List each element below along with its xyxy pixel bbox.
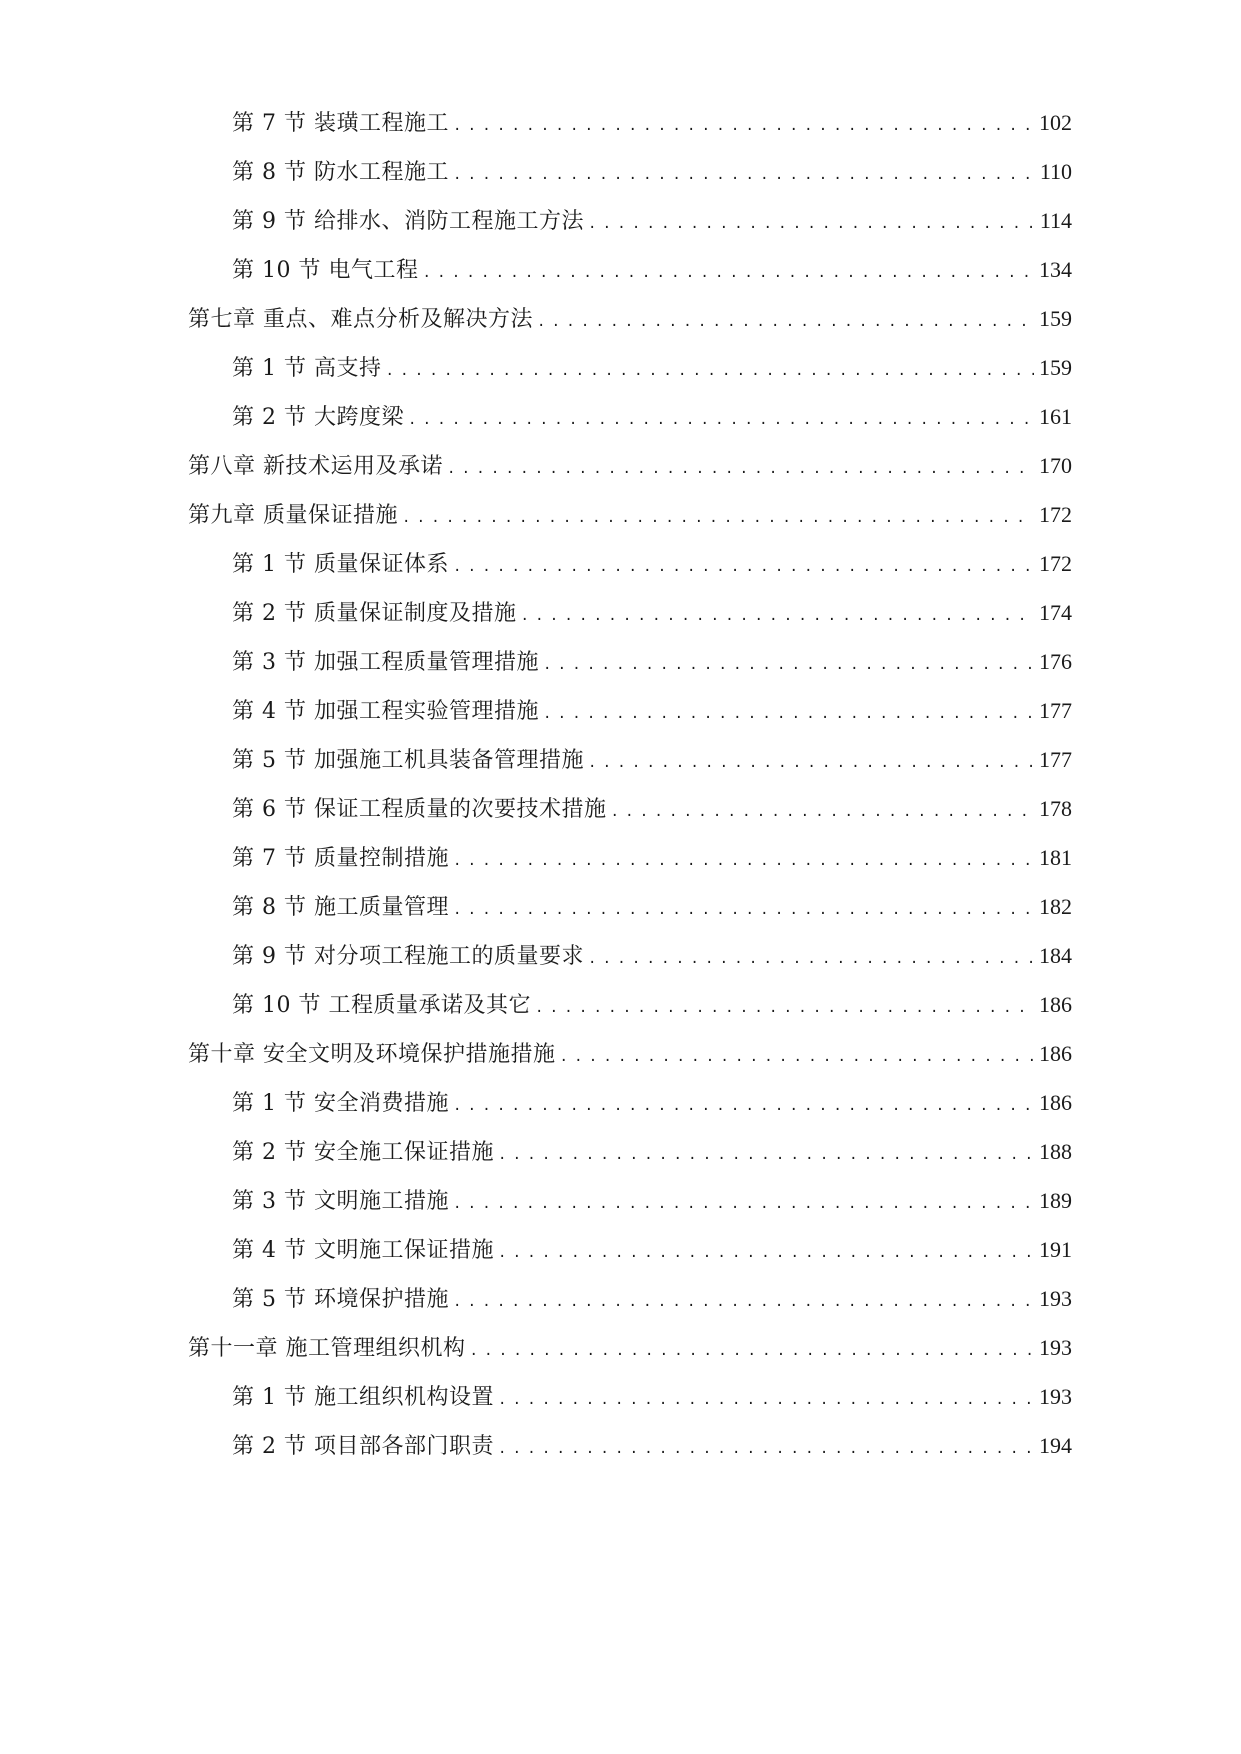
toc-entry[interactable] [188, 245, 1072, 294]
toc-entry[interactable] [188, 588, 1072, 637]
toc-entry-title: 第 3 节 文明施工措施 [232, 1189, 449, 1214]
toc-dot-leader [588, 739, 1034, 788]
toc-entry-title: 第八章 新技术运用及承诺 [188, 454, 443, 479]
toc-entry[interactable] [188, 833, 1072, 882]
toc-page-number: 110 [1039, 159, 1072, 184]
toc-page-number: 194 [1039, 1433, 1072, 1458]
toc-entry-title: 第 7 节 装璜工程施工 [232, 111, 449, 136]
toc-entry[interactable] [188, 980, 1072, 1029]
toc-entry-title: 第 10 节 工程质量承诺及其它 [232, 993, 531, 1018]
toc-entry[interactable] [188, 784, 1072, 833]
toc-dot-leader [422, 249, 1034, 298]
toc-chapter-entry[interactable] [188, 294, 1072, 343]
toc-page-number: 178 [1039, 796, 1072, 821]
toc-entry-title: 第 1 节 质量保证体系 [232, 552, 449, 577]
toc-entry[interactable] [188, 392, 1072, 441]
toc-dot-leader [453, 1278, 1034, 1327]
toc-entry-title: 第 9 节 对分项工程施工的质量要求 [232, 944, 584, 969]
toc-dot-leader [385, 347, 1034, 396]
toc-page-number: 184 [1039, 943, 1072, 968]
toc-page-number: 174 [1039, 600, 1072, 625]
toc-dot-leader [520, 592, 1034, 641]
toc-entry-title: 第 1 节 高支持 [232, 356, 382, 381]
toc-page-number: 161 [1039, 404, 1072, 429]
toc-entry-title: 第 3 节 加强工程质量管理措施 [232, 650, 539, 675]
toc-dot-leader [588, 200, 1034, 249]
toc-page-number: 188 [1039, 1139, 1072, 1164]
toc-dot-leader [447, 445, 1034, 494]
toc-entry[interactable] [188, 637, 1072, 686]
toc-entry[interactable] [188, 98, 1072, 147]
toc-entry[interactable] [188, 343, 1072, 392]
toc-entry-title: 第 8 节 施工质量管理 [232, 895, 449, 920]
toc-entry[interactable] [188, 882, 1072, 931]
toc-entry-title: 第 8 节 防水工程施工 [232, 160, 449, 185]
toc-entry-title: 第 2 节 项目部各部门职责 [232, 1434, 494, 1459]
toc-page-number: 193 [1039, 1335, 1072, 1360]
toc-page-number: 172 [1039, 551, 1072, 576]
toc-dot-leader [408, 396, 1034, 445]
toc-dot-leader [453, 837, 1034, 886]
toc-dot-leader [610, 788, 1034, 837]
toc-page-number: 181 [1039, 845, 1072, 870]
table-of-contents [188, 98, 1072, 1470]
toc-entry[interactable] [188, 196, 1072, 245]
toc-page-number: 172 [1039, 502, 1072, 527]
toc-dot-leader [498, 1425, 1034, 1474]
toc-entry[interactable] [188, 147, 1072, 196]
toc-entry[interactable] [188, 1176, 1072, 1225]
toc-entry[interactable] [188, 539, 1072, 588]
toc-page-number: 114 [1039, 208, 1072, 233]
toc-entry-title: 第 2 节 安全施工保证措施 [232, 1140, 494, 1165]
toc-page-number: 182 [1039, 894, 1072, 919]
toc-page-number: 102 [1039, 110, 1072, 135]
toc-entry-title: 第 10 节 电气工程 [232, 258, 419, 283]
toc-dot-leader [453, 102, 1034, 151]
toc-entry-title: 第 6 节 保证工程质量的次要技术措施 [232, 797, 607, 822]
toc-dot-leader [470, 1327, 1035, 1376]
toc-page-number: 193 [1039, 1384, 1072, 1409]
toc-chapter-entry[interactable] [188, 1323, 1072, 1372]
toc-page-number: 134 [1039, 257, 1072, 282]
toc-entry[interactable] [188, 1372, 1072, 1421]
toc-entry-title: 第九章 质量保证措施 [188, 503, 398, 528]
toc-entry[interactable] [188, 931, 1072, 980]
toc-entry-title: 第 5 节 环境保护措施 [232, 1287, 449, 1312]
toc-entry-title: 第十章 安全文明及环境保护措施措施 [188, 1042, 556, 1067]
toc-dot-leader [535, 984, 1034, 1033]
toc-entry-title: 第七章 重点、难点分析及解决方法 [188, 307, 533, 332]
toc-page-number: 170 [1039, 453, 1072, 478]
toc-entry[interactable] [188, 735, 1072, 784]
toc-dot-leader [453, 543, 1034, 592]
toc-page-number: 189 [1039, 1188, 1072, 1213]
toc-dot-leader [543, 690, 1034, 739]
toc-page-number: 193 [1039, 1286, 1072, 1311]
toc-dot-leader [537, 298, 1034, 347]
toc-page-number: 159 [1039, 306, 1072, 331]
toc-chapter-entry[interactable] [188, 441, 1072, 490]
toc-dot-leader [453, 1082, 1034, 1131]
toc-entry[interactable] [188, 1274, 1072, 1323]
toc-entry-title: 第 1 节 安全消费措施 [232, 1091, 449, 1116]
toc-page-number: 186 [1039, 1041, 1072, 1066]
toc-entry[interactable] [188, 1421, 1072, 1470]
toc-dot-leader [498, 1376, 1034, 1425]
toc-page-number: 159 [1039, 355, 1072, 380]
toc-entry-title: 第 1 节 施工组织机构设置 [232, 1385, 494, 1410]
toc-page-number: 176 [1039, 649, 1072, 674]
toc-entry-title: 第 2 节 质量保证制度及措施 [232, 601, 517, 626]
toc-page-number: 186 [1039, 1090, 1072, 1115]
toc-dot-leader [453, 886, 1034, 935]
toc-dot-leader [543, 641, 1034, 690]
toc-entry-title: 第 4 节 加强工程实验管理措施 [232, 699, 539, 724]
toc-entry[interactable] [188, 1127, 1072, 1176]
toc-dot-leader [498, 1229, 1034, 1278]
toc-page-number: 186 [1039, 992, 1072, 1017]
toc-dot-leader [402, 494, 1034, 543]
toc-dot-leader [560, 1033, 1035, 1082]
toc-entry[interactable] [188, 1078, 1072, 1127]
toc-entry-title: 第 5 节 加强施工机具装备管理措施 [232, 748, 584, 773]
toc-dot-leader [588, 935, 1034, 984]
toc-dot-leader [498, 1131, 1034, 1180]
toc-chapter-entry[interactable] [188, 490, 1072, 539]
toc-page-number: 177 [1039, 747, 1072, 772]
toc-page-number: 177 [1039, 698, 1072, 723]
toc-page-number: 191 [1039, 1237, 1072, 1262]
toc-entry[interactable] [188, 686, 1072, 735]
toc-entry-title: 第 9 节 给排水、消防工程施工方法 [232, 209, 584, 234]
toc-entry[interactable] [188, 1225, 1072, 1274]
toc-chapter-entry[interactable] [188, 1029, 1072, 1078]
toc-dot-leader [453, 151, 1034, 200]
toc-entry-title: 第 2 节 大跨度梁 [232, 405, 404, 430]
toc-entry-title: 第 4 节 文明施工保证措施 [232, 1238, 494, 1263]
toc-entry-title: 第十一章 施工管理组织机构 [188, 1336, 466, 1361]
toc-dot-leader [453, 1180, 1034, 1229]
toc-entry-title: 第 7 节 质量控制措施 [232, 846, 449, 871]
